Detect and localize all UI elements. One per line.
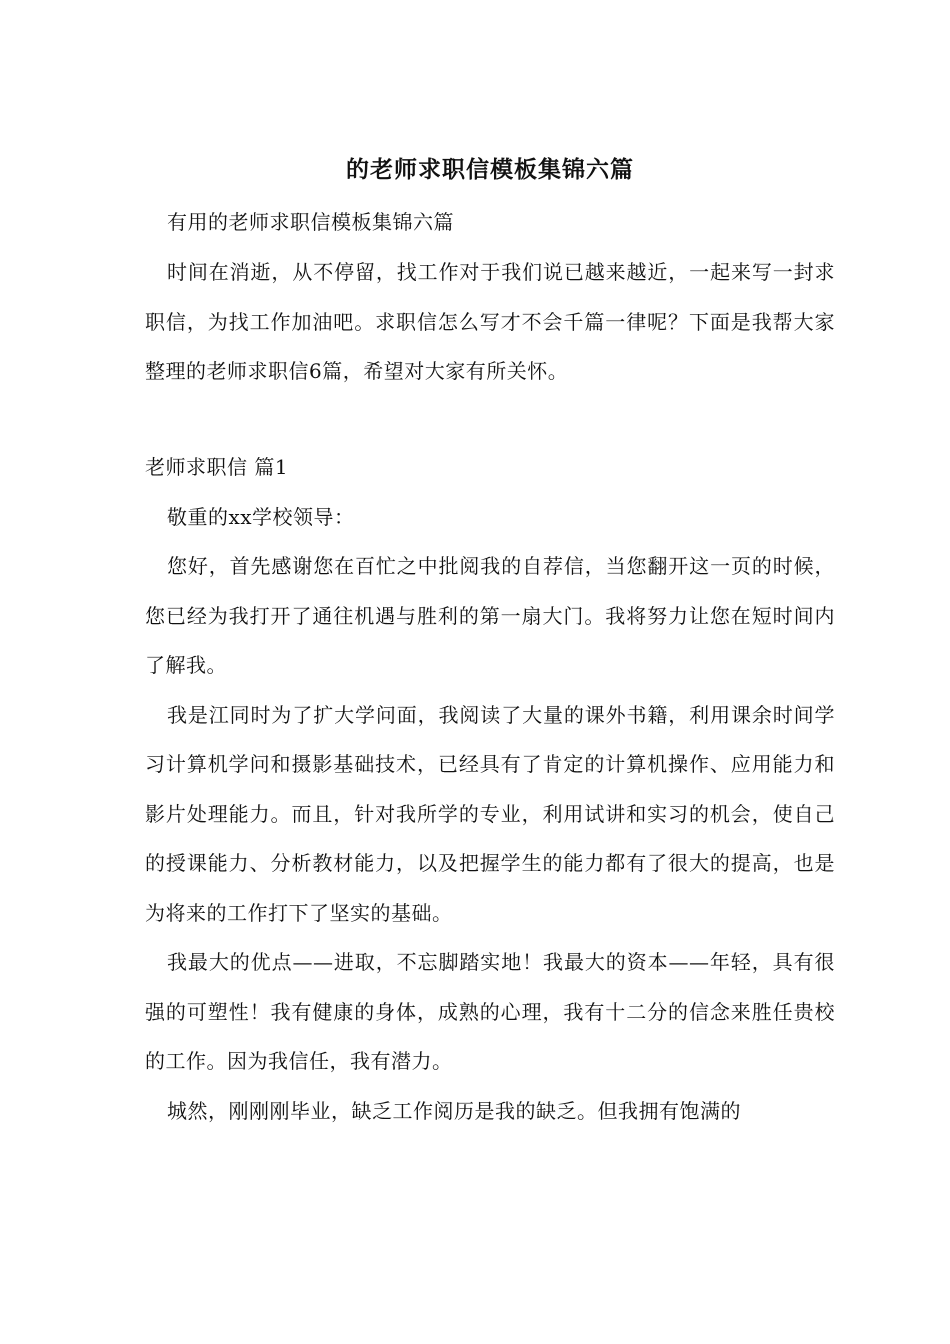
section-heading: 老师求职信 篇1 bbox=[145, 454, 289, 479]
document-subtitle: 有用的老师求职信模板集锦六篇 bbox=[167, 210, 454, 234]
body-paragraph-2: 我是江同时为了扩大学问面，我阅读了大量的课外书籍，利用课余时间学习计算机学问和摄影基础技术，已经具有了肯定的计算机操作、应用能力和影片处理能力。而且，针对我所学的专业，利用试讲和实习的机会，使自己的授课能力、分析教材能力，以及把握学生的能力都有了很大的提高，也是为将来的工作打下了坚实的基础。 bbox=[145, 702, 835, 925]
body-paragraph-4: 城然，刚刚刚毕业，缺乏工作阅历是我的缺乏。但我拥有饱满的 bbox=[167, 1098, 741, 1123]
document-page bbox=[145, 150, 835, 1136]
salutation: 敬重的xx学校领导： bbox=[167, 504, 355, 529]
intro-paragraph: 时间在消逝，从不停留，找工作对于我们说已越来越近，一起来写一封求职信，为找工作加油吧。求职信怎么写才不会千篇一律呢？下面是我帮大家整理的老师求职信6篇，希望对大家有所关怀。 bbox=[145, 260, 835, 383]
section-spacer bbox=[145, 397, 835, 447]
body-paragraph-1: 您好，首先感谢您在百忙之中批阅我的自荐信，当您翻开这一页的时候，您已经为我打开了通往机遇与胜利的第一扇大门。我将努力让您在短时间内了解我。 bbox=[145, 554, 835, 677]
body-paragraph-3: 我最大的优点——进取，不忘脚踏实地！我最大的资本——年轻，具有很强的可塑性！我有健康的身体，成熟的心理，我有十二分的信念来胜任贵校的工作。因为我信任，我有潜力。 bbox=[145, 950, 835, 1073]
document-title: 的老师求职信模板集锦六篇 bbox=[346, 156, 634, 183]
